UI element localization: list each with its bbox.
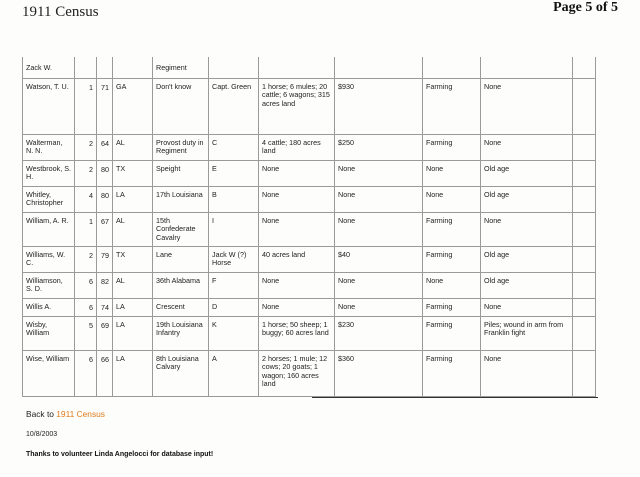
cell-age: 66	[97, 351, 113, 397]
cell-state: AL	[113, 273, 153, 299]
cell-company: I	[209, 213, 259, 247]
cell-property: 2 horses; 1 mule; 12 cows; 20 goats; 1 wagon; 160 acres land	[259, 351, 335, 397]
cell-regiment: 17th Louisiana	[153, 187, 209, 213]
cell-company: A	[209, 351, 259, 397]
cell-value: None	[335, 213, 423, 247]
census-table	[22, 57, 596, 397]
cell-name: Watson, T. U.	[23, 79, 75, 135]
cell-state: TX	[113, 247, 153, 273]
page-number: Page 5 of 5	[553, 0, 618, 15]
table-row	[23, 299, 596, 317]
table-row	[23, 317, 596, 351]
table-row	[23, 79, 596, 135]
cell-state: TX	[113, 161, 153, 187]
cell-count: 6	[75, 299, 97, 317]
cell-regiment: Provost duty in Regiment	[153, 135, 209, 161]
cell-name: Wisby, William	[23, 317, 75, 351]
cell-company: Capt. Green	[209, 79, 259, 135]
cell-age: 74	[97, 299, 113, 317]
census-table-container	[22, 57, 595, 397]
cell-state: LA	[113, 187, 153, 213]
cell-count: 2	[75, 247, 97, 273]
cell-disability: None	[481, 299, 573, 317]
cell-disability: None	[481, 213, 573, 247]
cell-count: 6	[75, 351, 97, 397]
table-row	[23, 351, 596, 397]
cell-state: AL	[113, 213, 153, 247]
cell-value: None	[335, 273, 423, 299]
cell-state: LA	[113, 351, 153, 397]
cell-name: Zack W.	[23, 57, 75, 79]
cell-occupation: None	[423, 161, 481, 187]
cell-regiment: Speight	[153, 161, 209, 187]
cell-state: GA	[113, 79, 153, 135]
cell-occupation: Farming	[423, 213, 481, 247]
cell-regiment: Lane	[153, 247, 209, 273]
cell-count: 5	[75, 317, 97, 351]
cell-state: LA	[113, 299, 153, 317]
cell-regiment: 36th Alabama	[153, 273, 209, 299]
cell-property: None	[259, 161, 335, 187]
cell-age: 79	[97, 247, 113, 273]
cell-disability: None	[481, 351, 573, 397]
cell-disability: Old age	[481, 161, 573, 187]
cell-value: $230	[335, 317, 423, 351]
cell-occupation: Farming	[423, 79, 481, 135]
cell-disability: Old age	[481, 187, 573, 213]
cell-name: Willis A.	[23, 299, 75, 317]
cell-property: 40 acres land	[259, 247, 335, 273]
cell-count: 1	[75, 213, 97, 247]
cell-name: Wise, William	[23, 351, 75, 397]
back-link-line	[26, 409, 105, 419]
cell-count: 2	[75, 161, 97, 187]
cell-age: 82	[97, 273, 113, 299]
table-row	[23, 135, 596, 161]
back-prefix: Back to	[26, 409, 57, 419]
cell-name: Westbrook, S. H.	[23, 161, 75, 187]
cell-regiment: Regiment	[153, 57, 209, 79]
cell-regiment: 8th Louisiana Calvary	[153, 351, 209, 397]
page-date: 10/8/2003	[26, 431, 58, 438]
table-row	[23, 247, 596, 273]
cell-value: None	[335, 161, 423, 187]
cell-name: Whitley, Christopher	[23, 187, 75, 213]
cell-regiment: 19th Louisiana Infantry	[153, 317, 209, 351]
cell-age: 80	[97, 161, 113, 187]
cell-company: Jack W (?) Horse	[209, 247, 259, 273]
cell-company: B	[209, 187, 259, 213]
table-row	[23, 213, 596, 247]
cell-value: $40	[335, 247, 423, 273]
cell-disability: Piles; wound in arm from Franklin fight	[481, 317, 573, 351]
cell-occupation: None	[423, 187, 481, 213]
cell-property: 4 cattle; 180 acres land	[259, 135, 335, 161]
cell-disability: Old age	[481, 273, 573, 299]
cell-count: 2	[75, 135, 97, 161]
cell-occupation: Farming	[423, 247, 481, 273]
cell-count: 1	[75, 79, 97, 135]
cell-disability: None	[481, 135, 573, 161]
cell-property: None	[259, 273, 335, 299]
cell-company: K	[209, 317, 259, 351]
table-row	[23, 187, 596, 213]
cell-count: 4	[75, 187, 97, 213]
cell-value: $250	[335, 135, 423, 161]
cell-count: 6	[75, 273, 97, 299]
cell-company: E	[209, 161, 259, 187]
cell-age: 67	[97, 213, 113, 247]
cell-disability: Old age	[481, 247, 573, 273]
divider-line	[312, 397, 598, 398]
cell-age: 80	[97, 187, 113, 213]
thanks-note: Thanks to volunteer Linda Angelocci for database input!	[26, 451, 214, 458]
cell-property: 1 horse; 6 mules; 20 cattle; 6 wagons; 315 acres land	[259, 79, 335, 135]
cell-name: William, A. R.	[23, 213, 75, 247]
cell-occupation: Farming	[423, 317, 481, 351]
cell-age: 69	[97, 317, 113, 351]
cell-company: F	[209, 273, 259, 299]
table-row	[23, 273, 596, 299]
cell-property: None	[259, 299, 335, 317]
cell-name: Williams, W. C.	[23, 247, 75, 273]
cell-regiment: 15th Confederate Cavalry	[153, 213, 209, 247]
cell-value: None	[335, 299, 423, 317]
cell-age: 71	[97, 79, 113, 135]
cell-regiment: Crescent	[153, 299, 209, 317]
cell-disability: None	[481, 79, 573, 135]
page-title: 1911 Census	[22, 4, 99, 20]
cell-value: $360	[335, 351, 423, 397]
cell-value: None	[335, 187, 423, 213]
cell-state: LA	[113, 317, 153, 351]
back-to-census-link[interactable]: 1911 Census	[56, 409, 105, 419]
cell-company: D	[209, 299, 259, 317]
cell-regiment: Don't know	[153, 79, 209, 135]
cell-property: None	[259, 187, 335, 213]
cell-name: Walterman, N. N.	[23, 135, 75, 161]
cell-occupation: Farming	[423, 135, 481, 161]
cell-company: C	[209, 135, 259, 161]
cell-occupation: None	[423, 273, 481, 299]
cell-age: 64	[97, 135, 113, 161]
table-row-header	[23, 57, 596, 79]
table-row	[23, 161, 596, 187]
cell-occupation: Farming	[423, 299, 481, 317]
cell-name: Williamson, S. D.	[23, 273, 75, 299]
cell-property: 1 horse; 50 sheep; 1 buggy; 60 acres land	[259, 317, 335, 351]
cell-property: None	[259, 213, 335, 247]
cell-state: AL	[113, 135, 153, 161]
cell-value: $930	[335, 79, 423, 135]
cell-occupation: Farming	[423, 351, 481, 397]
